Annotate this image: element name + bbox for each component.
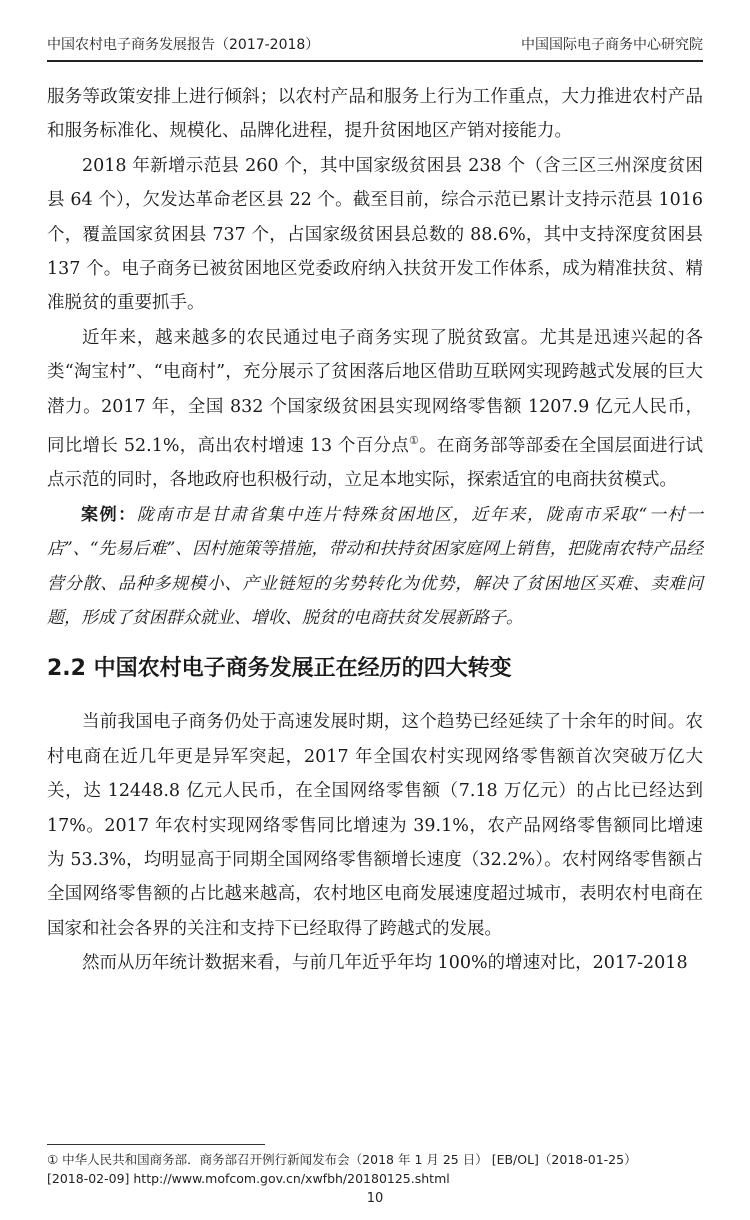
- paragraph-demo-counties: 2018 年新增示范县 260 个，其中国家级贫困县 238 个（含三区三州深度贫困县 64 个），欠发达革命老区县 22 个。截至目前，综合示范已累计支持示范县 1016 个，覆盖国家贫困县 737 个，占国家级贫困县总数的 88.6%，其中支持深度贫困县 137 个。电子商务已被贫困地区党委政府纳入扶贫开发工作体系，成为精准扶贫、精准脱贫的重要抓手。: [47, 155, 703, 314]
- footnote-line-2[interactable]: [2018-02-09] http://www.mofcom.gov.cn/xwfbh/20180125.shtml: [47, 1171, 450, 1186]
- running-header: [47, 34, 703, 62]
- case-study-label: 案例：: [81, 504, 137, 525]
- header-divider: [47, 60, 703, 62]
- paragraph-continuation: 然而从历年统计数据来看，与前几年近乎年均 100%的增速对比，2017-2018: [82, 953, 688, 974]
- paragraph-text-b: 。在商务部等部委在全国层面进行试点示范的同时，各地政府也积极行动，立足本地实际，探索适宜的电商扶贫模式。: [47, 435, 703, 491]
- paragraph-policy: 服务等政策安排上进行倾斜；以农村产品和服务上行为工作重点，大力推进农村产品和服务标准化、规模化、品牌化进程，提升贫困地区产销对接能力。: [47, 87, 703, 142]
- paragraph-rural-ecommerce: [47, 321, 703, 498]
- footnote-divider: [47, 1144, 265, 1145]
- section-spacer: [47, 689, 703, 705]
- paragraph-text-a: 近年来，越来越多的农民通过电子商务实现了脱贫致富。尤其是迅速兴起的各类“淘宝村”、“电商村”，充分展示了贫困落后地区借助互联网实现跨越式发展的巨大潜力。2017 年，全国 832 个国家级贫困县实现网络零售额 1207.9 亿元人民币，同比增长 52.1%，高出农村增速 13 个百分点: [47, 327, 703, 456]
- footnote: [47, 1150, 707, 1188]
- header-report-title: 中国农村电子商务发展报告（2017-2018）: [47, 37, 320, 53]
- case-study: [47, 498, 703, 636]
- footnote-reference[interactable]: ①: [408, 434, 420, 448]
- case-study-text: 陇南市是甘肃省集中连片特殊贫困地区，近年来，陇南市采取“一村一店”、“先易后难”、因村施策等措施，带动和扶持贫困家庭网上销售，把陇南农特产品经营分散、品种多规模小、产业链短的劣势转化为优势，解决了贫困地区买难、卖难问题，形成了贫困群众就业、增收、脱贫的电商扶贫发展新路子。: [47, 504, 703, 628]
- page-number: 10: [366, 1191, 384, 1206]
- section-heading: 2.2 中国农村电子商务发展正在经历的四大转变: [47, 656, 512, 682]
- paragraph-growth: 当前我国电子商务仍处于高速发展时期，这个趋势已经延续了十余年的时间。农村电商在近几年更是异军突起，2017 年全国农村实现网络零售额首次突破万亿大关，达 12448.8 亿元人民币，在全国网络零售额（7.18 万亿元）的占比已经达到 17%。2017 年农村实现网络零售同比增速为 39.1%，农产品网络零售额同比增速为 53.3%，均明显高于同期全国网络零售额增长速度（32.2%）。农村网络零售额占全国网络零售额的占比越来越高，农村地区电商发展速度超过城市，表明农村电商在国家和社会各界的关注和支持下已经取得了跨越式的发展。: [47, 712, 703, 939]
- main-content: [47, 80, 703, 981]
- header-institution: 中国国际电子商务中心研究院: [521, 37, 703, 53]
- footnote-line-1: ① 中华人民共和国商务部．商务部召开例行新闻发布会（2018 年 1 月 25 日） [EB/OL]（2018-01-25）: [47, 1152, 637, 1167]
